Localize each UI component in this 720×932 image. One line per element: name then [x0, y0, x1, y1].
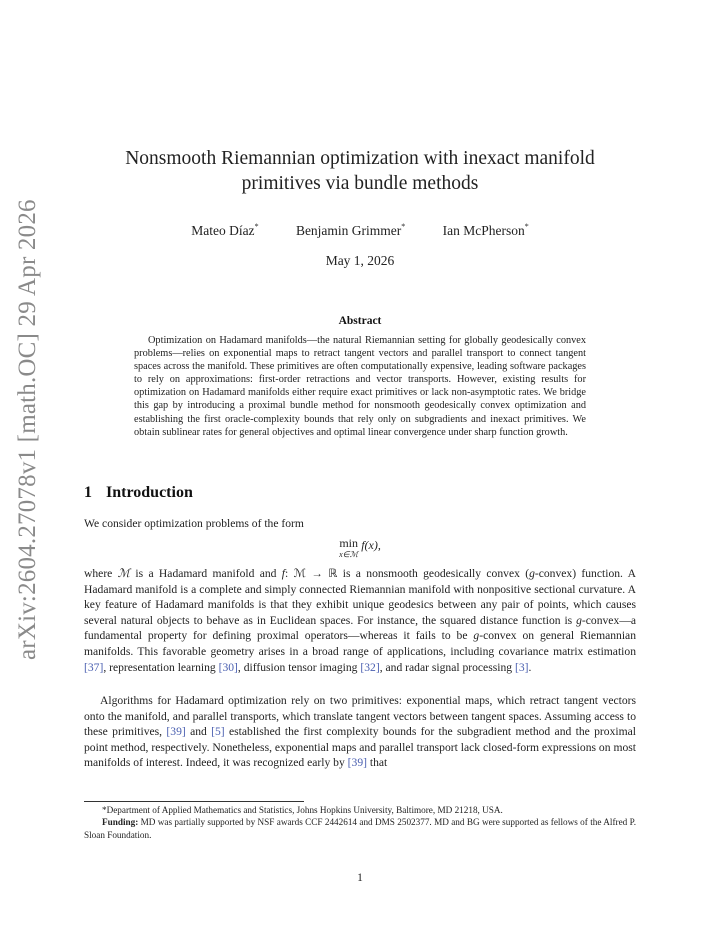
- citation-link-39-second[interactable]: [39]: [347, 756, 367, 770]
- citation-link-39[interactable]: [39]: [166, 725, 186, 739]
- section-heading: 1 Introduction: [84, 484, 193, 501]
- abstract-text: Optimization on Hadamard manifolds—the natural Riemannian setting for globally geodesically convex problems—relies on exponential maps to retract tangent vectors and parallel transport to connect tangent spaces across the manifold. These primitives are often computationally expensive, leading software packages to rely on approximations: first-order retractions and vector transports. However, existing results for optimization on Hadamard manifolds either require exact primitives or lack non-asymptotic rates. We bridge this gap by introducing a proximal bundle method for nonsmooth geodesically convex optimization and establishing the first oracle-complexity bounds that rely only on subgradients and inexact primitives. We obtain sublinear rates for general objectives and optimal linear convergence under sharp function growth.: [134, 335, 586, 438]
- author-2: Benjamin Grimmer*: [295, 222, 406, 238]
- footnote-divider: [84, 801, 304, 802]
- intro-paragraph-1: We consider optimization problems of the form: [84, 517, 304, 530]
- author-list: [84, 222, 636, 239]
- affiliation-footnote: *Department of Applied Mathematics and Statistics, Johns Hopkins University, Baltimore, MD 21218, USA.: [102, 805, 503, 815]
- intro-paragraph-3: Algorithms for Hadamard optimization rely on two primitives: exponential maps, which retract tangent vectors onto the manifold, and parallel transports, which translate tangent vectors between tangent spaces. Assuming access to these primitives, [39] and [5] established the first complexity bounds for the subgradient method and the proximal point method, respectively. Nonetheless, exponential maps and parallel transport lack closed-form expressions on most manifolds of interest. Indeed, it was recognized early by [39] that: [84, 694, 636, 770]
- author-1: Mateo Díaz*: [191, 222, 259, 238]
- paper-title: Nonsmooth Riemannian optimization with inexact manifold primitives via bundle methods: [125, 148, 595, 194]
- display-equation: min x∈ℳ f(x),: [339, 536, 381, 559]
- paper-date: May 1, 2026: [325, 253, 395, 268]
- citation-link-5[interactable]: [5]: [211, 725, 225, 739]
- funding-footnote: Funding: MD was partially supported by NSF awards CCF 2442614 and DMS 2502377. MD and BG were supported as fellows of the Alfred P. Sloan Foundation.: [84, 817, 636, 840]
- arxiv-identifier-stamp: arXiv:2604.27078v1 [math.OC] 29 Apr 2026: [14, 199, 41, 660]
- citation-link-37[interactable]: [37]: [84, 660, 104, 674]
- citation-link-30[interactable]: [30]: [218, 660, 238, 674]
- footnotes: [84, 804, 636, 841]
- citation-link-32[interactable]: [32]: [360, 660, 380, 674]
- intro-paragraph-2: where ℳ is a Hadamard manifold and f: ℳ → ℝ is a nonsmooth geodesically convex (g-convex) function. A Hadamard manifold is a complete and simply connected Riemannian manifold with nonpositive sectional curvature. A key feature of Hadamard manifolds is that they exhibit unique geodesics between any pair of points, which causes several natural objects to behave as in Euclidean spaces. For instance, the squared distance function is g-convex—a fundamental property for defining proximal operators—whereas it fails to be g-convex on general Riemannian manifolds. This favorable geometry arises in a broad range of applications, including covariance matrix estimation [37], representation learning [30], diffusion tensor imaging [32], and radar signal processing [3].: [84, 567, 636, 674]
- abstract-heading: Abstract: [338, 315, 382, 327]
- page-number: 1: [357, 872, 363, 884]
- author-3: Ian McPherson*: [442, 222, 529, 238]
- citation-link-3[interactable]: [3]: [514, 660, 529, 674]
